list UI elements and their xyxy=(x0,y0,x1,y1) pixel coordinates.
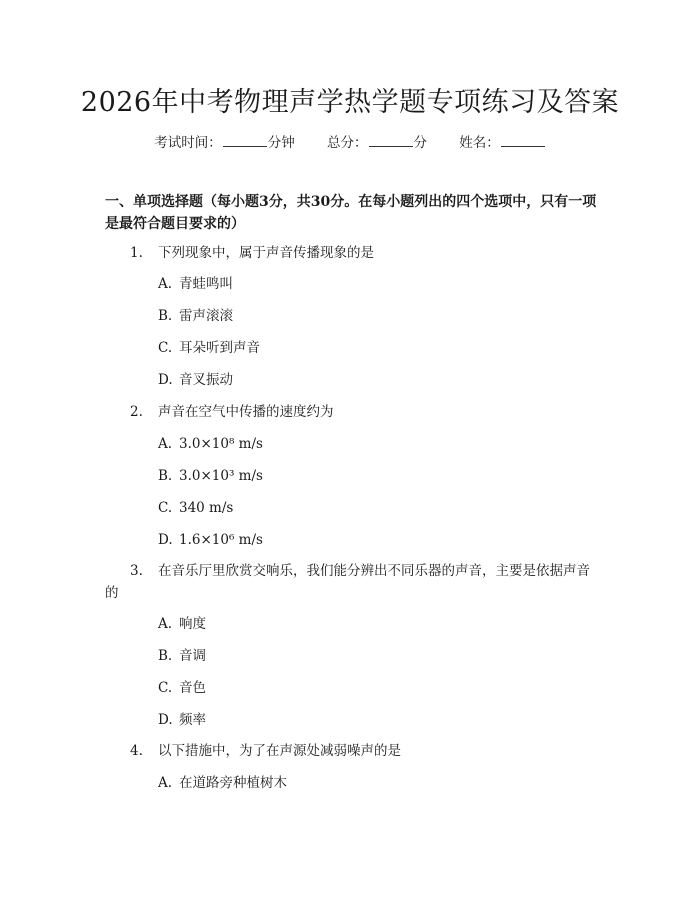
question-number: 4. xyxy=(130,743,143,759)
option-letter: B. xyxy=(158,308,173,324)
option-letter: C. xyxy=(158,500,173,516)
exam-meta xyxy=(0,131,700,151)
option-text: 响度 xyxy=(179,616,206,632)
exam-time-field xyxy=(154,135,295,151)
option-letter: D. xyxy=(158,372,173,388)
option-1d xyxy=(158,370,233,390)
option-letter: A. xyxy=(158,775,173,791)
question-3 xyxy=(105,560,600,604)
student-name-field xyxy=(459,135,546,151)
option-1c xyxy=(158,338,260,358)
question-4 xyxy=(130,741,401,761)
question-text: 声音在空气中传播的速度约为 xyxy=(158,404,334,420)
option-letter: B. xyxy=(158,468,173,484)
option-text: 1.6×10⁶ m/s xyxy=(179,532,263,548)
option-text: 音叉振动 xyxy=(179,372,233,388)
option-letter: C. xyxy=(158,340,173,356)
question-number: 1. xyxy=(130,245,143,261)
option-text: 340 m/s xyxy=(179,500,234,516)
page-title: 2026年中考物理声学热学题专项练习及答案 xyxy=(80,87,620,118)
option-letter: C. xyxy=(158,680,173,696)
option-2c xyxy=(158,498,233,518)
question-2 xyxy=(130,402,334,422)
option-letter: A. xyxy=(158,616,173,632)
exam-time-blank xyxy=(223,134,267,147)
option-letter: B. xyxy=(158,648,173,664)
section-heading: 一、单项选择题（每小题3分，共30分。在每小题列出的四个选项中，只有一项是最符合题目要求的） xyxy=(105,194,597,232)
exam-time-label: 考试时间： xyxy=(154,135,222,151)
question-number: 3. xyxy=(130,563,143,579)
option-3c xyxy=(158,678,206,698)
option-1b xyxy=(158,306,233,326)
option-text: 3.0×10⁸ m/s xyxy=(179,436,263,452)
question-text: 在音乐厅里欣赏交响乐，我们能分辨出不同乐器的声音，主要是依据声音的 xyxy=(105,563,590,601)
option-text: 青蛙鸣叫 xyxy=(179,276,233,292)
option-text: 音色 xyxy=(179,680,206,696)
option-3a xyxy=(158,614,206,634)
option-text: 在道路旁种植树木 xyxy=(179,775,287,791)
option-text: 3.0×10³ m/s xyxy=(179,468,263,484)
total-score-unit: 分 xyxy=(413,135,427,151)
question-text: 以下措施中，为了在声源处减弱噪声的是 xyxy=(158,743,401,759)
total-score-label: 总分： xyxy=(327,135,368,151)
total-score-field xyxy=(327,135,427,151)
student-name-label: 姓名： xyxy=(459,135,500,151)
option-3b xyxy=(158,646,206,666)
option-text: 音调 xyxy=(179,648,206,664)
option-letter: D. xyxy=(158,712,173,728)
student-name-blank xyxy=(501,134,545,147)
option-3d xyxy=(158,710,206,730)
option-text: 雷声滚滚 xyxy=(179,308,233,324)
option-letter: A. xyxy=(158,276,173,292)
option-letter: A. xyxy=(158,436,173,452)
option-2d xyxy=(158,530,263,550)
option-4a xyxy=(158,773,287,793)
option-text: 耳朵听到声音 xyxy=(179,340,260,356)
option-letter: D. xyxy=(158,532,173,548)
exam-time-unit: 分钟 xyxy=(267,135,295,151)
total-score-blank xyxy=(369,134,413,147)
option-2b xyxy=(158,466,263,486)
question-1 xyxy=(130,243,374,263)
option-1a xyxy=(158,274,233,294)
question-number: 2. xyxy=(130,404,143,420)
option-2a xyxy=(158,434,263,454)
option-text: 频率 xyxy=(179,712,206,728)
question-text: 下列现象中，属于声音传播现象的是 xyxy=(158,245,374,261)
